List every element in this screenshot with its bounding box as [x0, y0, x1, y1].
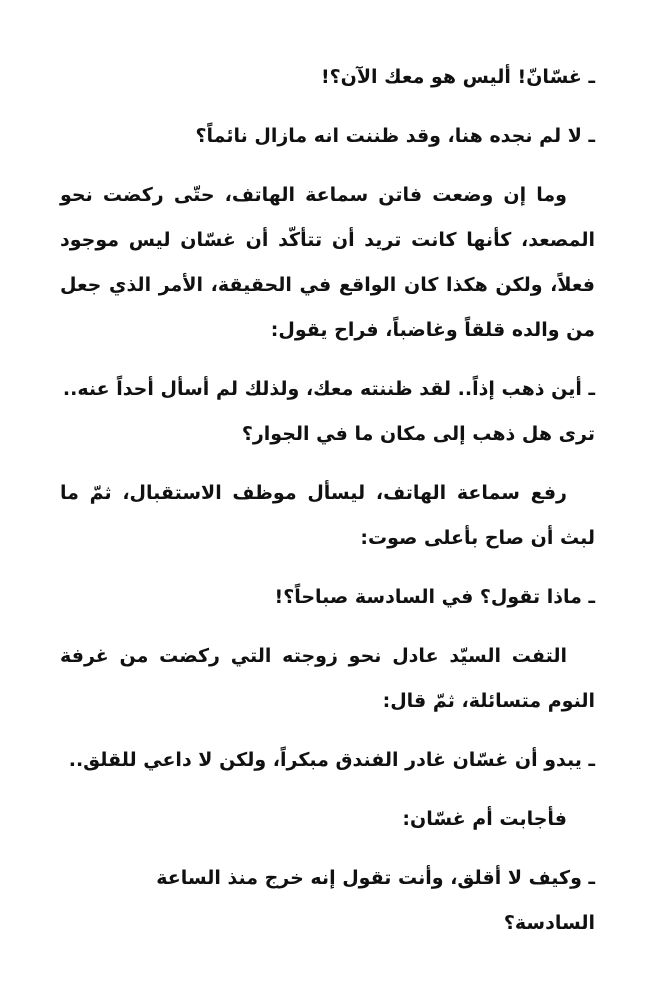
- narration-paragraph-1: وما إن وضعت فاتن سماعة الهاتف، حتّى ركضت نحو المصعد، كأنها كانت تريد أن تتأكّد أن غسّان ليس موجود فعلاً، ولكن هكذا كان الواقع في الحقيقة، الأمر الذي جعل من والده قلقاً وغاضباً، فراح يقول:: [60, 184, 595, 341]
- dialogue-line-4: ـ ماذا تقول؟ في السادسة صباحاً؟!: [274, 586, 595, 608]
- narration-paragraph-2: رفع سماعة الهاتف، ليسأل موظف الاستقبال، ثمّ ما لبث أن صاح بأعلى صوت:: [60, 482, 595, 549]
- dialogue-line-6: ـ وكيف لا أقلق، وأنت تقول إنه خرج منذ الساعة السادسة؟: [156, 867, 595, 934]
- dialogue-line-3: ـ أين ذهب إذاً.. لقد ظننته معك، ولذلك لم أسأل أحداً عنه.. ترى هل ذهب إلى مكان ما في الجوار؟: [62, 378, 595, 445]
- narration-line-4: فأجابت أم غسّان:: [402, 808, 567, 830]
- dialogue-line-5: ـ يبدو أن غسّان غادر الفندق مبكراً، ولكن لا داعي للقلق..: [68, 749, 595, 771]
- dialogue-line-2: ـ لا لم نجده هنا، وقد ظننت انه مازال نائماً؟: [195, 125, 595, 147]
- page-text: [60, 55, 595, 960]
- narration-paragraph-3: التفت السيّد عادل نحو زوجته التي ركضت من غرفة النوم متسائلة، ثمّ قال:: [60, 645, 595, 712]
- dialogue-line-1: ـ غسّانّ! أليس هو معك الآن؟!: [321, 66, 595, 88]
